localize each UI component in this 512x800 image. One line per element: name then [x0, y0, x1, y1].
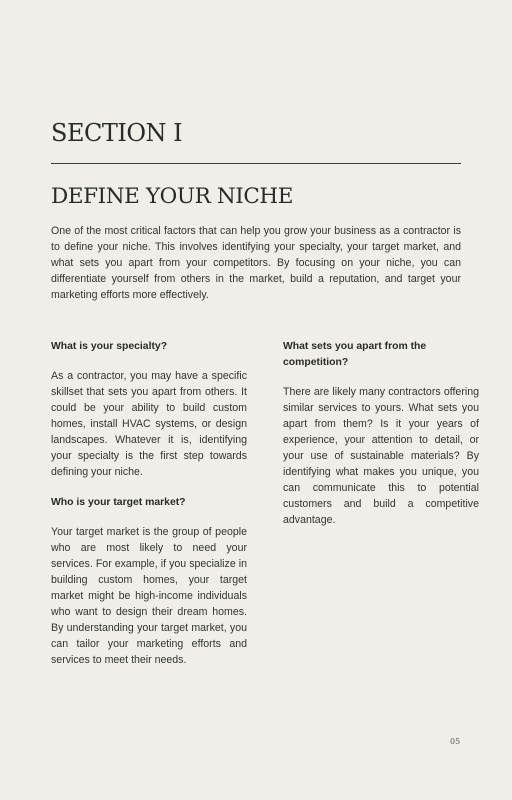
- specialty-answer: As a contractor, you may have a specific skillset that sets you apart from others. It could be your ability to build custom homes, install HVAC systems, or design landscapes. Whatever it is, identifying your specialty is the first step towards defining your niche.: [51, 370, 247, 478]
- competition-answer: There are likely many contractors offering similar services to yours. What sets you apart from them? Is it your years of experience, your attention to detail, or your use of sustainable materials? By identifying what makes you unique, you can communicate this to potential customers and build a competitive advantage.: [283, 386, 479, 526]
- target-market-question: Who is your target market?: [51, 497, 186, 508]
- intro-paragraph: One of the most critical factors that can help you grow your business as a contractor is to define your niche. This involves identifying your specialty, your target market, and what sets you apart from your competitors. By focusing on your niche, you can differentiate yourself from others in the market, build a reputation, and target your marketing efforts more effectively.: [51, 225, 461, 301]
- left-column: [51, 339, 247, 668]
- page-heading: DEFINE YOUR NICHE: [51, 184, 294, 209]
- right-column: [283, 339, 479, 528]
- target-market-answer: Your target market is the group of people who are most likely to need your services. For example, if you specialize in building custom homes, your target market might be high-income individuals who want to design their dream homes. By understanding your target market, you can tailor your marketing efforts and services to meet their needs.: [51, 526, 247, 666]
- page-number: 05: [450, 737, 461, 746]
- section-divider: [51, 163, 461, 164]
- specialty-question: What is your specialty?: [51, 341, 168, 352]
- section-title: SECTION I: [51, 119, 183, 147]
- competition-question: What sets you apart from the competition?: [283, 341, 427, 368]
